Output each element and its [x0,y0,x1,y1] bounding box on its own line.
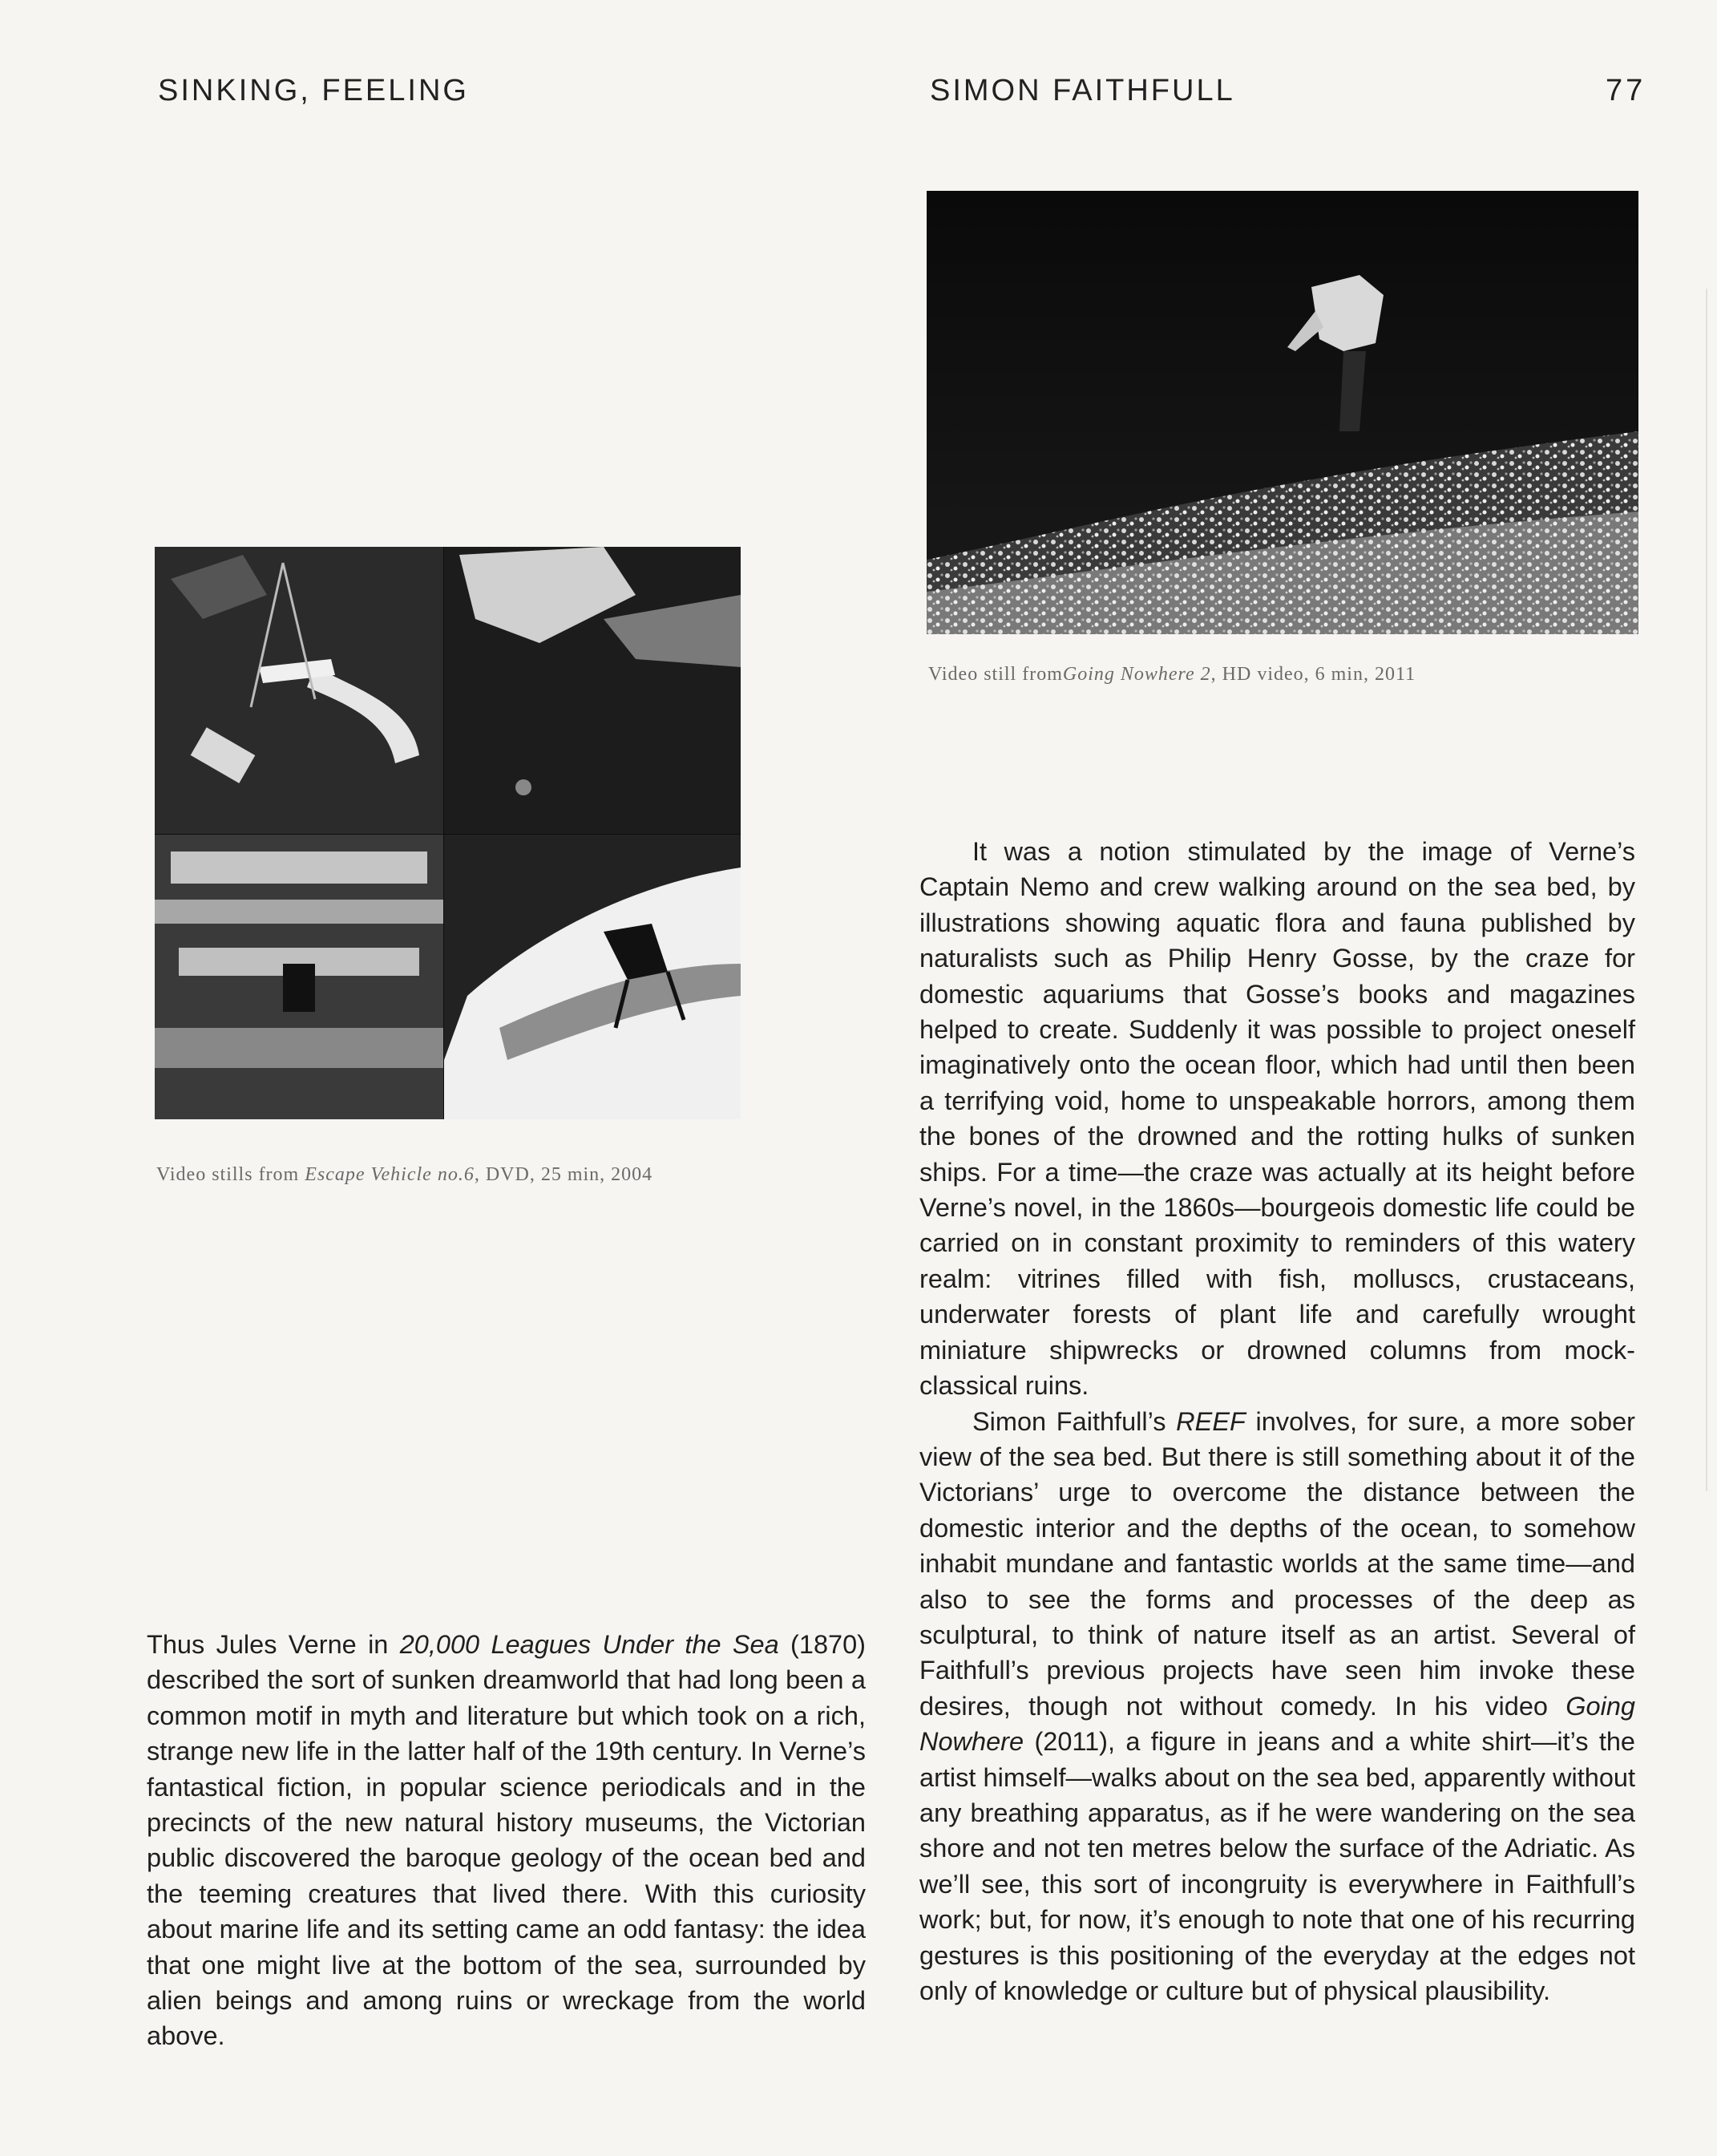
body-text-left-column [147,1627,866,2054]
escape-vehicle-grid-image [155,547,741,1119]
text-run: Simon Faithfull’s [972,1406,1177,1436]
caption-suffix: , DVD, 25 min, 2004 [474,1164,653,1185]
running-head-section: SINKING, FEELING [158,74,469,107]
paragraph: It was a notion stimulated by the image of Verne’s Captain Nemo and crew walking around on the sea bed, by illustrations showing aquatic flora and fauna published by naturalists such as Philip Henry Gosse, by the craze for domestic aquariums that Gosse’s books and magazines helped to create. Suddenly it was possible to project oneself imaginatively onto the ocean floor, which had until then been a terrifying void, home to unspeakable horrors, among them the bones of the drowned and the rotting hulks of sunken ships. For a time—the craze was actually at its height before Verne’s novel, in the 1860s—bourgeois domestic life could be carried on in constant proximity to reminders of this watery realm: vitrines filled with fish, molluscs, crustaceans, underwater forests of plant life and carefully wrought miniature shipwrecks or drowned columns from mock-classical ruins. [919,837,1635,1401]
paragraph [919,1404,1635,2009]
caption-going-nowhere [928,664,1416,686]
text-run: (2011), a figure in jeans and a white shirt—it’s the artist himself—walks about on the sea bed, apparently without any breathing apparatus, as if he were wandering on the sea shore and not ten metres below the surface of the Adriatic. As we’ll see, this sort of incongruity is everywhere in Faithfull’s work; but, for now, it’s enough to note that one of his recurring gestures is this positioning of the everyday at the edges not only of knowledge or culture but of physical plausibility. [919,1727,1635,2005]
sea-bed-figure-image [927,191,1638,634]
caption-suffix: , HD video, 6 min, 2011 [1210,664,1416,685]
running-head-author: SIMON FAITHFULL [930,74,1235,107]
caption-prefix: Video stills from [156,1164,305,1185]
text-run: Thus Jules Verne in [147,1630,400,1659]
page-number: 77 [1606,74,1646,107]
video-still-going-nowhere [927,191,1638,634]
work-title: REEF [1176,1406,1246,1436]
caption-title: Going Nowhere 2 [1062,664,1211,685]
text-run: involves, for sure, a more sober view of the sea bed. But there is still something about it of the Victorians’ urge to overcome the distance between the domestic interior and the depths of the ocean, to somehow inhabit mundane and fantastic worlds at the same time—and also to see the forms and processes of the deep as sculptural, to think of nature itself as an artist. Several of Faithfull’s previous projects have seen him invoke these desires, though not without comedy. In his video [919,1406,1635,1721]
work-title: Going Nowhere [919,1691,1635,1757]
body-text-right-column [919,834,1635,2008]
page-edge-shadow [1706,289,1707,1491]
paragraph [147,1627,866,2054]
book-title: 20,000 Leagues Under the Sea [399,1630,779,1659]
caption-escape-vehicle [156,1164,652,1186]
video-stills-escape-vehicle [155,547,741,1119]
caption-prefix: Video still from [928,664,1063,685]
caption-title: Escape Vehicle no.6 [305,1164,475,1185]
text-run: (1870) described the sort of sunken dreamworld that had long been a common motif in myth and literature but which took on a rich, strange new life in the latter half of the 19th century. In Verne’s fantastical fiction, in popular science periodicals and in the precincts of the new natural history museums, the Victorian public discovered the baroque geology of the ocean bed and the teeming creatures that lived there. With this curiosity about marine life and its setting came an odd fantasy: the idea that one might live at the bottom of the sea, surrounded by alien beings and among ruins or wreckage from the world above. [147,1630,867,2051]
